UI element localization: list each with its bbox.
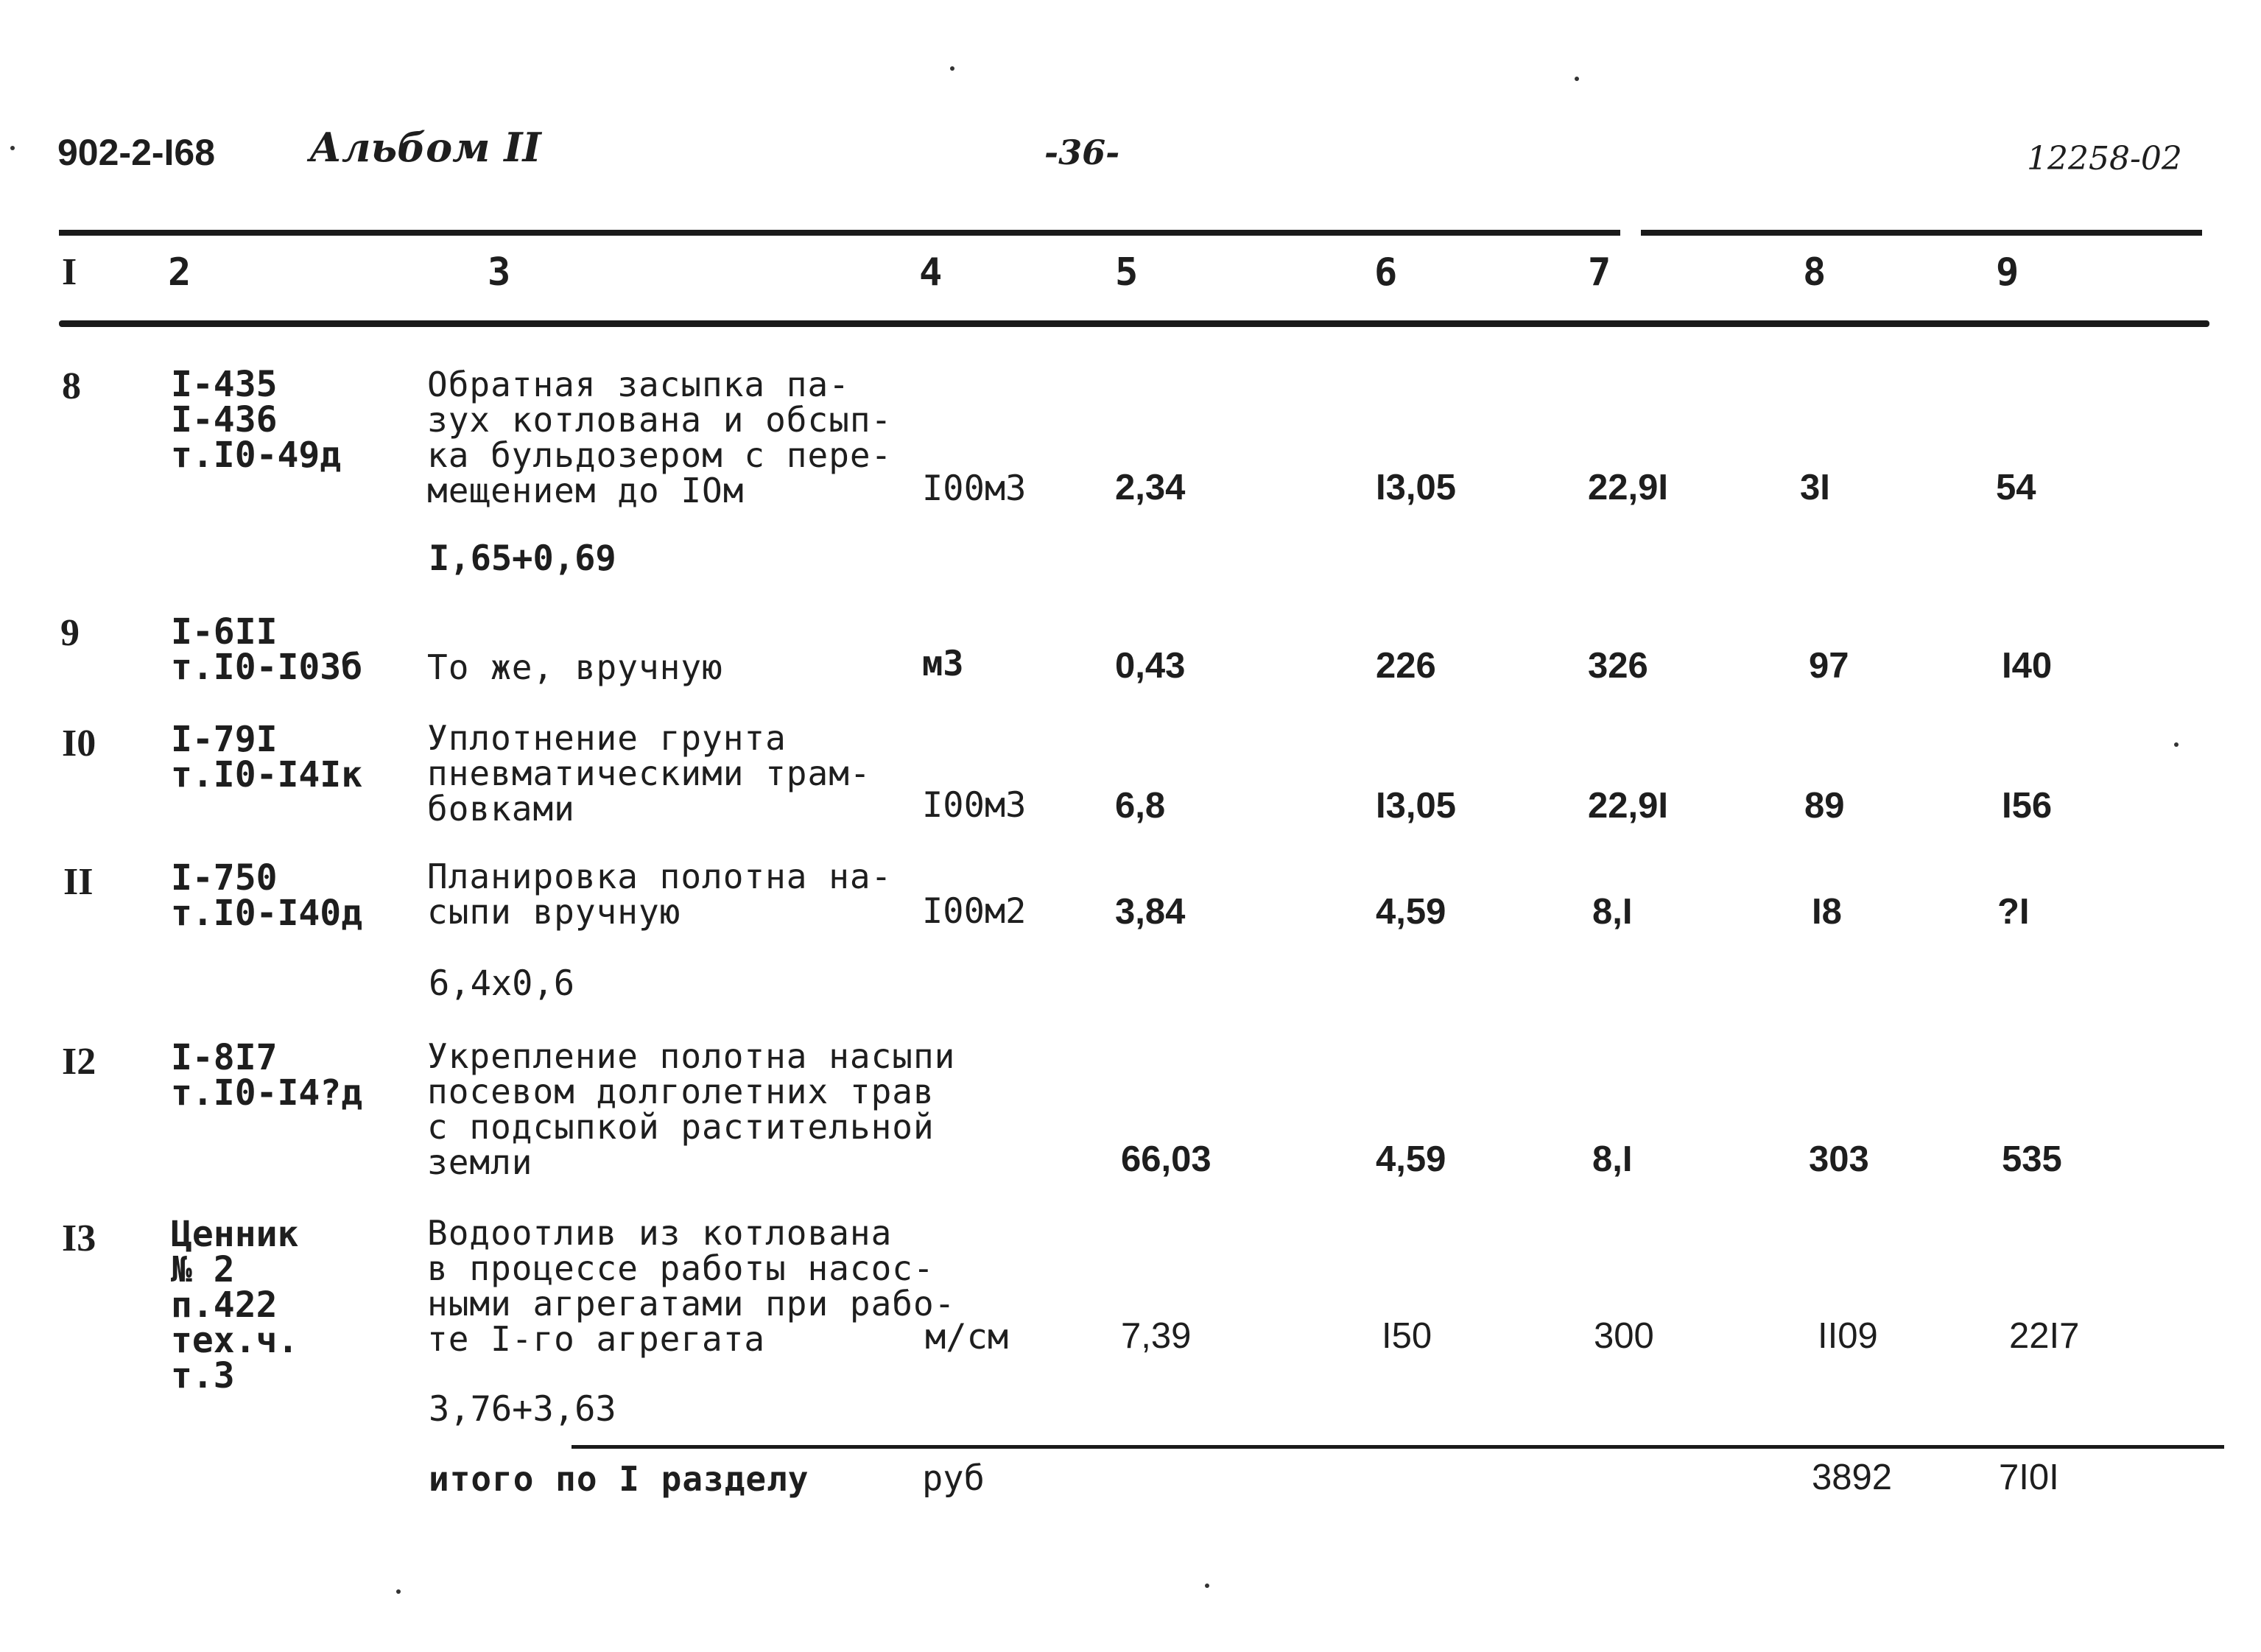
calculation-note: 3,76+3,63	[429, 1389, 616, 1430]
calculation-note: I,65+0,69	[429, 538, 616, 579]
work-description: Укрепление полотна насыпи	[427, 1036, 956, 1076]
norm-code: тех.ч.	[171, 1320, 299, 1361]
album-label: Альбом II	[309, 124, 541, 171]
work-description: бовками	[427, 789, 575, 829]
norm-code: п.422	[171, 1284, 278, 1326]
work-description: сыпи вручную	[427, 892, 681, 932]
column-header-rule	[59, 320, 2209, 327]
unit-cost: 4,59	[1376, 1139, 1446, 1179]
unit: м3	[922, 644, 964, 684]
unit-cost: 4,59	[1376, 892, 1446, 932]
unit-cost: 226	[1376, 646, 1436, 686]
unit-cost: I3,05	[1376, 786, 1456, 826]
row-number: I2	[62, 1041, 96, 1083]
work-description: зух котлована и обсып-	[427, 400, 893, 440]
total-base: I8	[1812, 892, 1842, 932]
row-number: I0	[62, 723, 96, 765]
total-base: 89	[1804, 786, 1845, 826]
work-description: Водоотлив из котлована	[427, 1213, 893, 1253]
total-current: I40	[2002, 646, 2053, 686]
total-current: 535	[2002, 1139, 2062, 1179]
total-unit: руб	[922, 1458, 985, 1499]
coefficient-cost: 22,9I	[1588, 786, 1668, 826]
work-description: с подсыпкой растительной	[427, 1107, 935, 1147]
unit-cost: I50	[1382, 1316, 1432, 1356]
total-label: итого по I разделу	[429, 1459, 809, 1499]
scan-speck	[1205, 1584, 1209, 1588]
top-rule-right	[1641, 230, 2202, 236]
coefficient-cost: 300	[1594, 1316, 1654, 1356]
total-current: ?I	[1997, 892, 2030, 932]
total-rule	[572, 1445, 2224, 1449]
work-description: Планировка полотна на-	[427, 857, 893, 896]
column-number-4: 4	[919, 250, 943, 295]
norm-code: т.I0-I40д	[171, 893, 363, 934]
column-number-6: 6	[1374, 250, 1398, 295]
norm-code: т.I0-49д	[171, 435, 342, 476]
top-rule-left	[59, 230, 1620, 236]
norm-code: т.I0-I4Iк	[171, 754, 363, 795]
total-current: 54	[1996, 468, 2036, 507]
scan-speck	[2174, 742, 2179, 747]
scan-speck	[10, 146, 15, 150]
norm-code: т.3	[171, 1355, 235, 1396]
column-number-9: 9	[1996, 250, 2019, 295]
quantity: 6,8	[1115, 786, 1166, 826]
work-description: ка бульдозером с пере-	[427, 435, 893, 475]
scan-speck	[396, 1589, 401, 1594]
quantity: 2,34	[1115, 468, 1186, 507]
column-number-7: 7	[1588, 250, 1611, 295]
total-base: II09	[1818, 1316, 1878, 1356]
norm-code: I-436	[171, 399, 278, 440]
document-number: 12258-02	[2027, 140, 2182, 177]
work-description: в процессе работы насос-	[427, 1248, 935, 1288]
work-description: земли	[427, 1142, 533, 1182]
total-current: 22I7	[2009, 1316, 2080, 1356]
unit: I00м2	[922, 891, 1027, 932]
row-number: II	[63, 861, 94, 903]
scan-speck	[950, 66, 954, 71]
row-number: I3	[62, 1217, 96, 1259]
quantity: 3,84	[1115, 892, 1186, 932]
norm-code: т.I0-I4?д	[171, 1072, 363, 1114]
norm-code: № 2	[171, 1249, 235, 1290]
total-base: 3I	[1800, 468, 1830, 507]
coefficient-cost: 8,I	[1592, 892, 1633, 932]
unit-cost: I3,05	[1376, 468, 1456, 507]
work-description: Обратная засыпка па-	[427, 365, 850, 404]
column-number-1: I	[62, 251, 77, 293]
row-number: 9	[60, 612, 80, 654]
work-description: мещением до IOм	[427, 471, 745, 510]
norm-code: I-750	[171, 857, 278, 899]
page-number: -36-	[1044, 133, 1120, 172]
column-number-3: 3	[488, 250, 511, 295]
column-number-2: 2	[168, 250, 191, 295]
work-description: ными агрегатами при рабо-	[427, 1284, 956, 1324]
unit: I00м3	[922, 468, 1027, 509]
quantity: 0,43	[1115, 646, 1186, 686]
work-description: Уплотнение грунта	[427, 718, 787, 758]
total-base-sum: 3892	[1812, 1458, 1893, 1497]
document-code: 902-2-I68	[57, 132, 216, 173]
coefficient-cost: 8,I	[1592, 1139, 1633, 1179]
coefficient-cost: 22,9I	[1588, 468, 1668, 507]
work-description: пневматическими трам-	[427, 753, 871, 793]
column-number-8: 8	[1803, 250, 1826, 295]
coefficient-cost: 326	[1588, 646, 1648, 686]
work-description: То же, вручную	[427, 647, 723, 687]
work-description: те I-го агрегата	[427, 1319, 766, 1359]
total-base: 97	[1809, 646, 1849, 686]
norm-code: т.I0-I03б	[171, 647, 363, 688]
total-base: 303	[1809, 1139, 1869, 1179]
calculation-note: 6,4х0,6	[429, 963, 575, 1004]
row-number: 8	[62, 365, 81, 407]
norm-code: I-79I	[171, 719, 278, 760]
scan-speck	[1575, 77, 1579, 81]
quantity: 7,39	[1121, 1316, 1192, 1356]
total-current-sum: 7I0I	[1999, 1458, 2059, 1497]
total-current: I56	[2002, 786, 2053, 826]
unit: м/см	[925, 1317, 1009, 1357]
quantity: 66,03	[1121, 1139, 1212, 1179]
unit: I00м3	[922, 785, 1027, 826]
norm-code: I-6II	[171, 611, 278, 653]
column-number-5: 5	[1115, 250, 1139, 295]
norm-code: I-435	[171, 364, 278, 405]
norm-code: Ценник	[171, 1214, 299, 1255]
work-description: посевом долголетних трав	[427, 1072, 935, 1111]
norm-code: I-8I7	[171, 1037, 278, 1078]
